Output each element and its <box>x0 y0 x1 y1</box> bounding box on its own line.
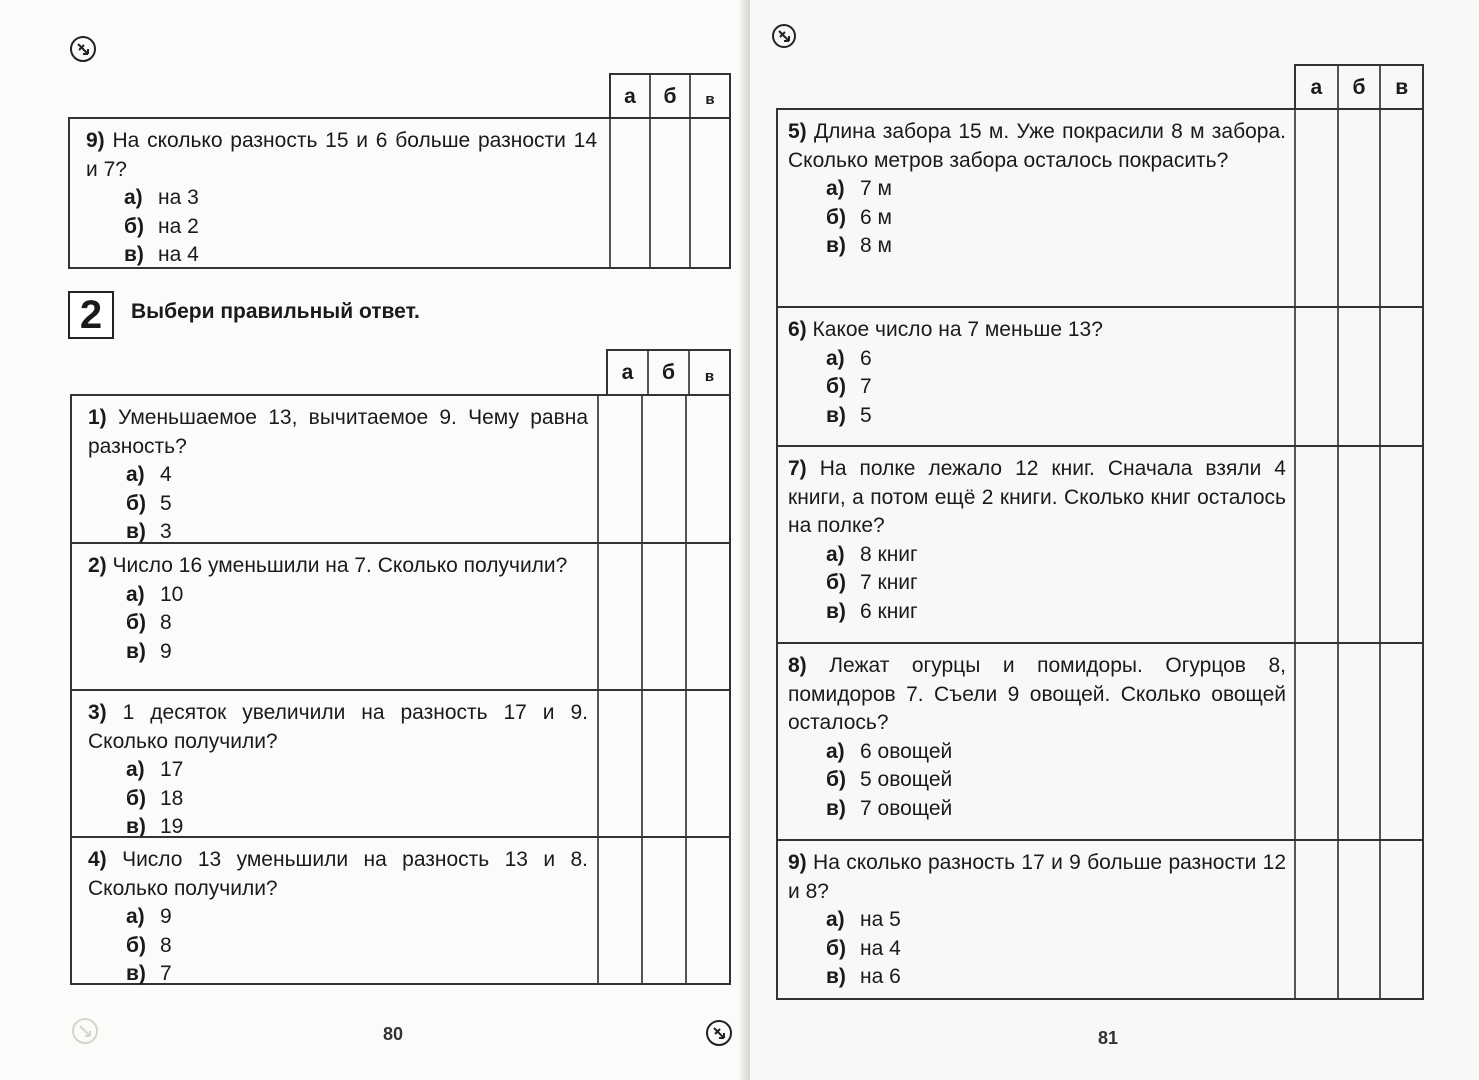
question-number: 9) <box>86 129 105 152</box>
option-v[interactable]: в) на 6 <box>826 965 901 988</box>
question-1: 1) Уменьшаемое 13, вычитаемое 9. Чему равна разность? а) 4 б) 5 в) 3 <box>72 396 729 542</box>
page-number-left: 80 <box>383 1024 404 1044</box>
option-b[interactable]: б) на 2 <box>124 214 199 238</box>
question-2: 2) Число 16 уменьшили на 7. Сколько получили? а) 10 б) 8 в) 9 <box>72 542 729 689</box>
option-a[interactable]: а) на 3 <box>124 186 199 209</box>
option-b[interactable]: б) 7 книг <box>826 571 918 594</box>
column-b: б <box>647 351 688 395</box>
answer-cells[interactable] <box>609 119 729 267</box>
question-text: Уменьшаемое 13, вычитаемое 9. Чему равна разность? <box>88 406 588 458</box>
column-v: в <box>688 351 729 395</box>
column-b: б <box>649 75 689 118</box>
answer-cells[interactable] <box>597 396 729 542</box>
questions-block <box>776 108 1424 1000</box>
option-b[interactable]: б) 5 <box>126 491 172 515</box>
option-b[interactable]: б) 18 <box>126 786 184 810</box>
option-v[interactable]: в) 19 <box>126 815 184 838</box>
question-9-right: 9) На сколько разность 17 и 9 больше разности 12 и 8? а) на 5 б) на 4 в) на 6 <box>778 839 1422 998</box>
question-text: Длина забора 15 м. Уже покрасили 8 м забора. Сколько метров забора осталось покрасить? <box>788 120 1286 172</box>
question-text: Какое число на 7 меньше 13? <box>812 318 1103 341</box>
question-3: 3) 1 десяток увеличили на разность 17 и 9. Сколько получили? а) 17 б) 18 в) 19 <box>72 689 729 836</box>
option-v[interactable]: в) 3 <box>126 520 172 543</box>
column-a: а <box>621 361 634 384</box>
option-a[interactable]: а) 9 <box>126 905 172 928</box>
question-8: 8) Лежат огурцы и помидоры. Огурцов 8, помидоров 7. Съели 9 овощей. Сколько овощей осталось? а) 6 овощей б) 5 овощей в) 7 овощей <box>778 642 1422 839</box>
option-a[interactable]: а) 8 книг <box>826 542 918 566</box>
option-v[interactable]: в) 6 книг <box>826 599 918 623</box>
pencil-circle-icon-faded <box>72 1018 98 1044</box>
question-text: На сколько разность 15 и 6 больше разности 14 и 7? <box>86 129 597 181</box>
option-v[interactable]: в) 9 <box>126 639 172 663</box>
question-9-left <box>70 119 729 267</box>
option-b[interactable]: б) 8 <box>126 611 172 634</box>
column-b: б <box>1337 66 1380 110</box>
answer-cells[interactable] <box>597 544 729 689</box>
question-text: Число 13 уменьшили на разность 13 и 8. Сколько получили? <box>88 848 588 900</box>
option-a[interactable]: а) 10 <box>126 582 184 606</box>
page-number-right: 81 <box>1098 1028 1119 1048</box>
question-text: Лежат огурцы и помидоры. Огурцов 8, помидоров 7. Съели 9 овощей. Сколько овощей осталось? <box>788 654 1286 734</box>
answer-columns-header <box>609 73 731 118</box>
option-b[interactable]: б) 7 <box>826 375 872 398</box>
answer-columns-header <box>606 349 731 395</box>
option-a[interactable]: а) 17 <box>126 758 184 781</box>
answer-cells[interactable] <box>1294 308 1422 445</box>
pencil-circle-icon <box>70 36 96 62</box>
option-a[interactable]: а) на 5 <box>826 908 901 931</box>
right-page <box>750 0 1479 1080</box>
question-6: 6) Какое число на 7 меньше 13? а) 6 б) 7 в) 5 <box>778 306 1422 445</box>
option-b[interactable]: б) 8 <box>126 933 172 957</box>
question-text: 1 десяток увеличили на разность 17 и 9. Сколько получили? <box>88 701 588 753</box>
task-number-box: 2 <box>68 291 114 339</box>
answer-cells[interactable] <box>1294 644 1422 839</box>
option-b[interactable]: б) на 4 <box>826 936 901 960</box>
answer-cells[interactable] <box>1294 110 1422 306</box>
column-v: в <box>689 75 729 118</box>
answer-cells[interactable] <box>597 838 729 983</box>
option-v[interactable]: в) 8 м <box>826 234 892 257</box>
option-b[interactable]: б) 5 овощей <box>826 768 953 791</box>
option-v[interactable]: в) на 4 <box>124 243 199 266</box>
option-a[interactable]: а) 4 <box>126 463 172 486</box>
answer-columns-header <box>1294 64 1424 110</box>
pencil-circle-icon <box>706 1020 732 1046</box>
question-block-top <box>68 117 731 269</box>
option-v[interactable]: в) 7 <box>126 962 172 985</box>
question-text: Число 16 уменьшили на 7. Сколько получили? <box>112 554 568 577</box>
column-v: в <box>1379 66 1422 110</box>
question-7: 7) На полке лежало 12 книг. Сначала взяли 4 книги, а потом ещё 2 книги. Сколько книг осталось на полке? а) 8 книг б) 7 книг в) 6 книг <box>778 445 1422 642</box>
column-a: а <box>624 84 636 108</box>
pencil-circle-icon <box>772 24 796 48</box>
question-text: На сколько разность 17 и 9 больше разности 12 и 8? <box>788 851 1287 903</box>
question-5: 5) Длина забора 15 м. Уже покрасили 8 м забора. Сколько метров забора осталось покрасить? а) 7 м б) 6 м в) 8 м <box>778 110 1422 306</box>
answer-cells[interactable] <box>597 691 729 836</box>
option-v[interactable]: в) 5 <box>826 403 872 427</box>
option-a[interactable]: а) 7 м <box>826 177 892 200</box>
column-a: а <box>1310 76 1323 99</box>
question-text: На полке лежало 12 книг. Сначала взяли 4 книги, а потом ещё 2 книги. Сколько книг осталось на полке? <box>788 457 1286 537</box>
task-title: Выбери правильный ответ. <box>131 300 420 323</box>
questions-block <box>70 394 731 985</box>
answer-cells[interactable] <box>1294 841 1422 998</box>
option-a[interactable]: а) 6 овощей <box>826 739 953 763</box>
option-b[interactable]: б) 6 м <box>826 205 892 229</box>
option-a[interactable]: а) 6 <box>826 346 872 370</box>
option-v[interactable]: в) 7 овощей <box>826 796 953 820</box>
question-4: 4) Число 13 уменьшили на разность 13 и 8. Сколько получили? а) 9 б) 8 в) 7 <box>72 836 729 983</box>
answer-cells[interactable] <box>1294 447 1422 642</box>
